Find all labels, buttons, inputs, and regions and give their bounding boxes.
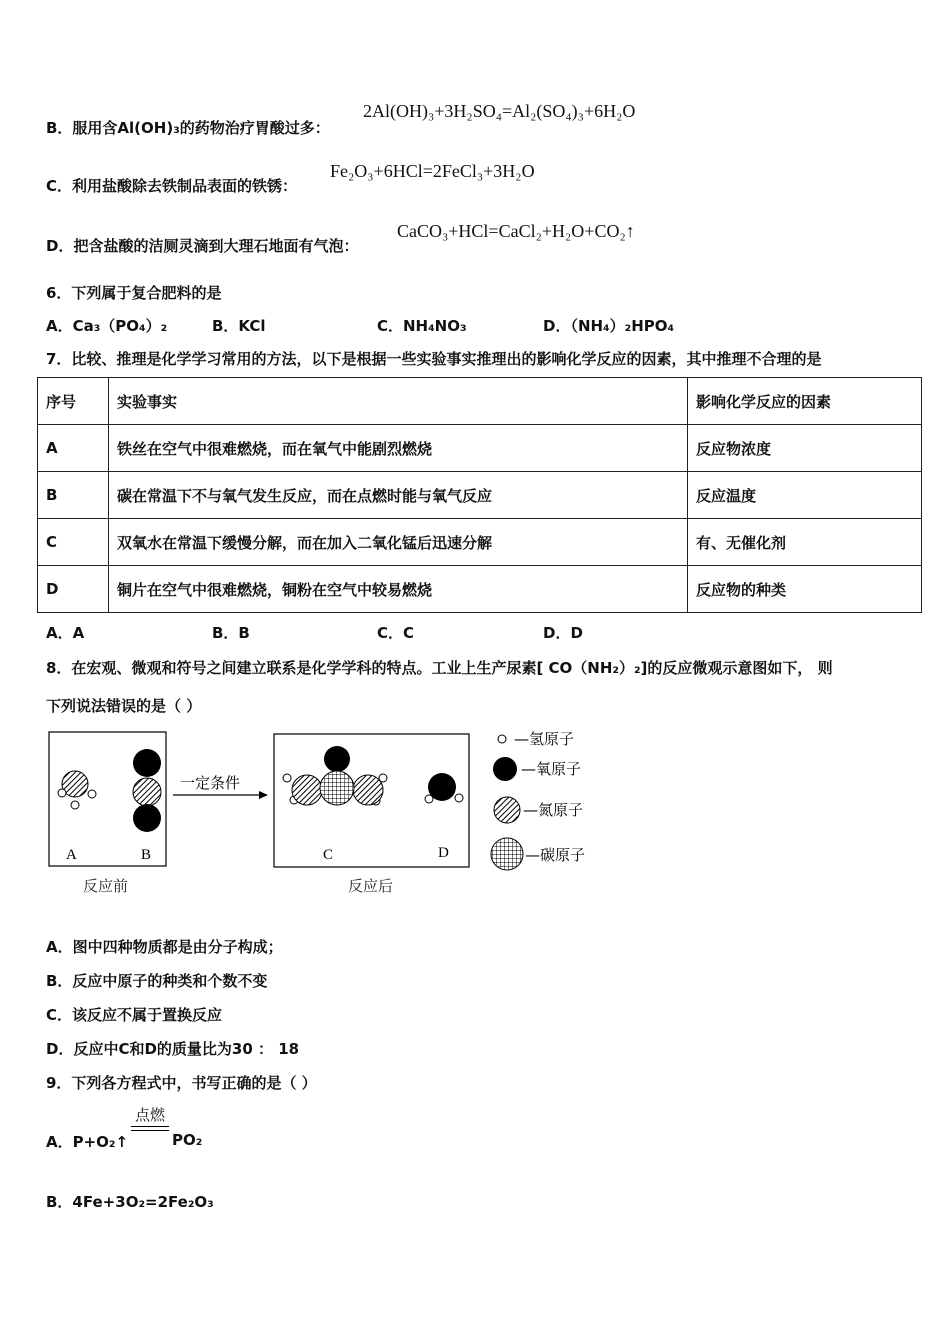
legend	[491, 730, 585, 870]
row-index: B	[38, 472, 109, 519]
carbon-dioxide-molecule	[133, 749, 161, 832]
q6-option-c: C．NH₄NO₃	[377, 317, 467, 335]
q7-table	[37, 377, 922, 613]
reaction-diagram	[40, 722, 640, 902]
q9-stem: 9．下列各方程式中，书写正确的是（ ）	[46, 1074, 317, 1092]
table-header-row	[38, 378, 922, 425]
header-fact: 实验事实	[109, 378, 688, 425]
before-label: 反应前	[83, 877, 129, 895]
nitrogen-atom-icon	[494, 797, 520, 823]
row-index: C	[38, 519, 109, 566]
q7-stem: 7．比较、推理是化学学习常用的方法，以下是根据一些实验事实推理出的影响化学反应的因素，其中推理不合理的是	[46, 350, 822, 368]
row-fact: 碳在常温下不与氧气发生反应，而在点燃时能与氧气反应	[109, 472, 688, 519]
oxygen-atom-icon	[493, 757, 517, 781]
label-d: D	[438, 845, 449, 861]
row-factor: 反应温度	[688, 472, 922, 519]
label-b: B	[141, 847, 152, 863]
q7-option-b: B．B	[212, 624, 250, 642]
q8-option-d: D．反应中C和D的质量比为30 ： 18	[46, 1040, 300, 1058]
legend-carbon: —碳原子	[525, 846, 586, 864]
arrow-head-icon	[259, 791, 268, 799]
q6-stem: 6．下列属于复合肥料的是	[46, 284, 222, 302]
carbon-atom-icon	[491, 838, 523, 870]
label-a: A	[66, 847, 77, 863]
q5-option-b-text: B．服用含Al(OH)₃的药物治疗胃酸过多：	[46, 119, 330, 137]
hydrogen-atom-icon	[498, 735, 506, 743]
label-c: C	[323, 847, 334, 863]
legend-oxygen: —氧原子	[521, 760, 582, 778]
table-row	[38, 566, 922, 613]
q5-option-d-equation: CaCO₃+HCl=CaCl₂+H₂O+CO₂↑	[397, 221, 635, 241]
q5-option-d-text: D．把含盐酸的洁厕灵滴到大理石地面有气泡：	[46, 237, 359, 255]
table-row	[38, 472, 922, 519]
q9-option-a-right: PO₂	[172, 1131, 203, 1149]
q6-option-b: B．KCl	[212, 317, 266, 335]
reaction-condition: 一定条件	[180, 774, 241, 792]
header-factor: 影响化学反应的因素	[688, 378, 922, 425]
row-index: A	[38, 425, 109, 472]
q9-condition: 点燃	[134, 1106, 165, 1124]
q8-stem-line2: 下列说法错误的是（ ）	[46, 697, 202, 715]
q5-option-c-equation: Fe₂O₃+6HCl=2FeCl₃+3H₂O	[330, 161, 535, 181]
row-index: D	[38, 566, 109, 613]
row-factor: 反应物浓度	[688, 425, 922, 472]
q7-option-c: C．C	[377, 624, 415, 642]
row-fact: 双氧水在常温下缓慢分解，而在加入二氧化锰后迅速分解	[109, 519, 688, 566]
row-factor: 反应物的种类	[688, 566, 922, 613]
q9-option-a-left: A．P+O₂↑	[46, 1133, 129, 1151]
q6-option-d: D．（NH₄）₂HPO₄	[543, 317, 675, 335]
q6-option-a: A．Ca₃（PO₄）₂	[46, 317, 168, 335]
urea-molecule	[283, 746, 387, 805]
q7-option-a: A．A	[46, 624, 85, 642]
table-row	[38, 425, 922, 472]
q5-option-c-text: C．利用盐酸除去铁制品表面的铁锈：	[46, 177, 298, 195]
q9-equals-line	[131, 1126, 169, 1131]
q8-stem-line1: 8．在宏观、微观和符号之间建立联系是化学学科的特点。工业上生产尿素[ CO（NH₂）₂]的反应微观示意图如下， 则	[46, 659, 833, 677]
q5-option-b-equation: 2Al(OH)₃+3H₂SO₄=Al₂(SO₄)₃+6H₂O	[363, 101, 636, 121]
q8-option-a: A．图中四种物质都是由分子构成；	[46, 938, 283, 956]
table-row	[38, 519, 922, 566]
row-fact: 铁丝在空气中很难燃烧，而在氧气中能剧烈燃烧	[109, 425, 688, 472]
q8-option-b: B．反应中原子的种类和个数不变	[46, 972, 268, 990]
water-molecule	[425, 773, 463, 803]
header-index: 序号	[38, 378, 109, 425]
ammonia-molecule	[58, 771, 96, 809]
legend-hydrogen: —氢原子	[514, 730, 575, 748]
q9-option-b: B．4Fe+3O₂=2Fe₂O₃	[46, 1193, 214, 1211]
q8-option-c: C．该反应不属于置换反应	[46, 1006, 223, 1024]
row-factor: 有、无催化剂	[688, 519, 922, 566]
row-fact: 铜片在空气中很难燃烧，铜粉在空气中较易燃烧	[109, 566, 688, 613]
legend-nitrogen: —氮原子	[523, 801, 584, 819]
after-label: 反应后	[348, 877, 394, 895]
q7-option-d: D．D	[543, 624, 583, 642]
